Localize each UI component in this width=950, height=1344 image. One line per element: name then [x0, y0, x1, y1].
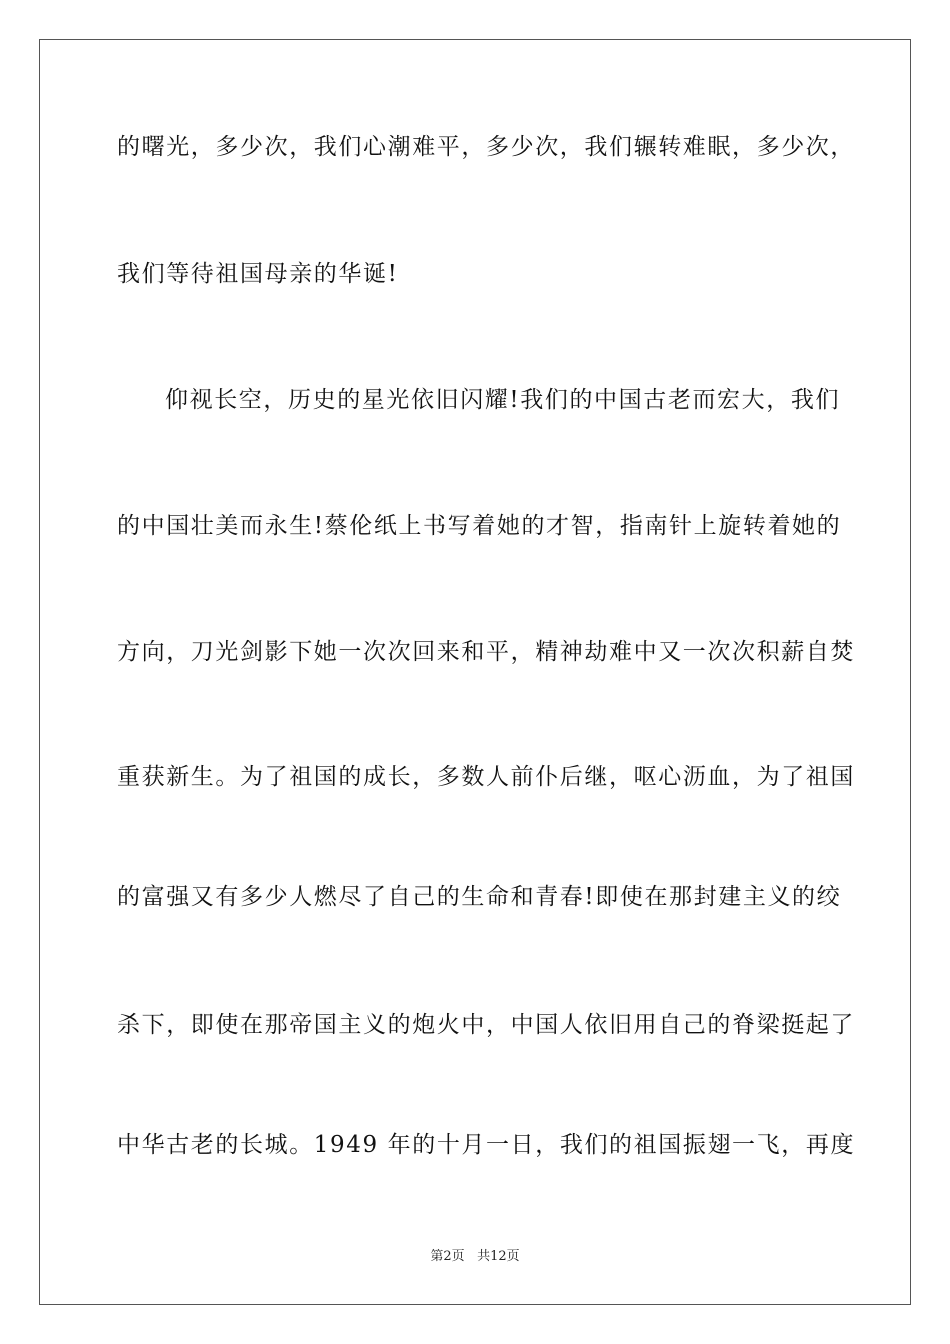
body-line-3: 仰视长空，历史的星光依旧闪耀!我们的中国古老而宏大，我们 [165, 387, 841, 413]
body-line-2: 我们等待祖国母亲的华诞! [117, 261, 399, 287]
body-line-8: 杀下，即使在那帝国主义的炮火中，中国人依旧用自己的脊梁挺起了 [117, 1012, 855, 1038]
body-line-5: 方向，刀光剑影下她一次次回来和平，精神劫难中又一次次积薪自焚 [117, 639, 855, 665]
page-border [39, 39, 911, 1305]
body-line-6: 重获新生。为了祖国的成长，多数人前仆后继，呕心沥血，为了祖国 [117, 764, 855, 790]
page-number: 第2页 [430, 1249, 465, 1264]
body-line-9: 中华古老的长城。1949 年的十月一日，我们的祖国振翅一飞，再度 [117, 1132, 856, 1158]
body-line-1: 的曙光，多少次，我们心潮难平，多少次，我们辗转难眠，多少次， [117, 134, 855, 160]
page-total: 共12页 [477, 1249, 520, 1264]
page-footer [0, 1248, 950, 1266]
body-line-7: 的富强又有多少人燃尽了自己的生命和青春!即使在那封建主义的绞 [117, 884, 842, 910]
body-line-4: 的中国壮美而永生!蔡伦纸上书写着她的才智，指南针上旋转着她的 [117, 513, 842, 539]
